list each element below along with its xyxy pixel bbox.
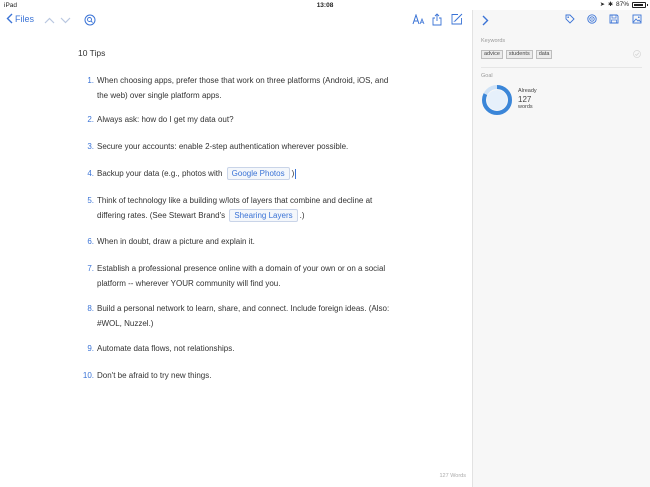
- clock: 13:08: [316, 2, 334, 9]
- location-icon: ➤: [599, 2, 605, 8]
- keyword-tag[interactable]: advice: [481, 50, 503, 59]
- word-count: 127 Words: [439, 473, 466, 479]
- goal-word-count: 127: [518, 95, 532, 104]
- text-cursor: [295, 169, 296, 179]
- search-button[interactable]: [83, 13, 96, 26]
- keywords-label: Keywords: [481, 38, 506, 44]
- sidebar-toolbar: [473, 10, 650, 32]
- list-text: [97, 193, 397, 223]
- list-number: 9.: [87, 344, 94, 353]
- list-number: 8.: [87, 304, 94, 313]
- list-text: Build a personal network to learn, share, and connect. Include foreign ideas. (Also: #WOL, Nuzzel.): [97, 304, 390, 328]
- list-text: When choosing apps, prefer those that work on three platforms (Android, iOS, and the web) over single platform apps.: [97, 76, 389, 100]
- share-button[interactable]: [431, 12, 443, 26]
- keyword-tag[interactable]: data: [536, 50, 553, 59]
- list-number: 7.: [87, 264, 94, 273]
- editor[interactable]: [0, 32, 472, 487]
- document-title: 10 Tips: [78, 48, 106, 58]
- text-format-icon: [412, 14, 425, 25]
- text-segment: .): [299, 211, 305, 220]
- list-text: [97, 166, 397, 181]
- status-bar: [0, 0, 650, 10]
- share-icon: [432, 13, 442, 26]
- link-chip-google-photos[interactable]: Google Photos: [227, 167, 290, 180]
- images-button[interactable]: [631, 13, 643, 25]
- keywords-done-button[interactable]: [632, 49, 642, 59]
- editor-toolbar: [0, 10, 472, 32]
- list-text: When in doubt, draw a picture and explain it.: [97, 237, 255, 246]
- save-button[interactable]: [608, 13, 620, 25]
- compose-button[interactable]: [450, 12, 463, 26]
- list-text: Automate data flows, not relationships.: [97, 344, 235, 353]
- list-text: Don't be afraid to try new things.: [97, 371, 212, 380]
- battery-icon: [632, 2, 646, 8]
- previous-match-button[interactable]: [44, 15, 55, 26]
- list-number: 4.: [87, 169, 94, 178]
- next-match-button[interactable]: [60, 15, 71, 26]
- list-text: Always ask: how do I get my data out?: [97, 115, 234, 124]
- link-chip-shearing-layers[interactable]: Shearing Layers: [229, 209, 297, 222]
- image-icon: [632, 14, 642, 24]
- goals-button[interactable]: [586, 13, 598, 25]
- list-number: 3.: [87, 142, 94, 151]
- goal-label: Goal: [481, 73, 493, 79]
- battery-percent: 87%: [615, 1, 629, 8]
- tag-icon: [565, 14, 575, 24]
- section-divider: [481, 67, 642, 68]
- list-number: 5.: [87, 196, 94, 205]
- goal-status-label: Already: [518, 88, 537, 94]
- back-label: Files: [15, 13, 35, 24]
- chevron-up-icon: [44, 17, 55, 24]
- keyword-list: [481, 50, 552, 59]
- device-label: iPad: [4, 2, 18, 9]
- back-button[interactable]: [6, 13, 34, 24]
- chevron-right-icon: [482, 15, 489, 26]
- list-text: Establish a professional presence online with a domain of your own or on a social platform -- wherever YOUR community will find you.: [97, 264, 386, 288]
- keyword-tag[interactable]: students: [506, 50, 533, 59]
- text-format-button[interactable]: [411, 13, 425, 26]
- collapse-sidebar-button[interactable]: [479, 13, 491, 27]
- bluetooth-icon: ✱: [607, 2, 613, 8]
- goal-summary: [518, 88, 537, 111]
- goal-unit: words: [518, 104, 533, 110]
- checkmark-icon: [633, 50, 641, 58]
- list-number: 6.: [87, 237, 94, 246]
- text-segment: Backup your data (e.g., photos with: [97, 169, 223, 178]
- list-number: 1.: [87, 76, 94, 85]
- compose-icon: [451, 13, 463, 25]
- chevron-left-icon: [6, 13, 13, 24]
- search-icon: [84, 14, 96, 26]
- save-icon: [609, 14, 619, 24]
- sidebar: [472, 10, 650, 487]
- list-number: 10.: [82, 371, 94, 380]
- status-right: [600, 1, 646, 8]
- goal-progress-ring: [481, 84, 513, 116]
- target-icon: [587, 14, 597, 24]
- list-text: Secure your accounts: enable 2-step authentication wherever possible.: [97, 142, 349, 151]
- goal-ring-center: [487, 90, 507, 110]
- keywords-button[interactable]: [564, 13, 576, 25]
- text-segment: ): [291, 169, 295, 178]
- chevron-down-icon: [60, 17, 71, 24]
- list-number: 2.: [87, 115, 94, 124]
- text-segment: Think of technology like a building w/lots of layers that combine and decline at differing rates. (See Stewart Brand's: [97, 196, 373, 220]
